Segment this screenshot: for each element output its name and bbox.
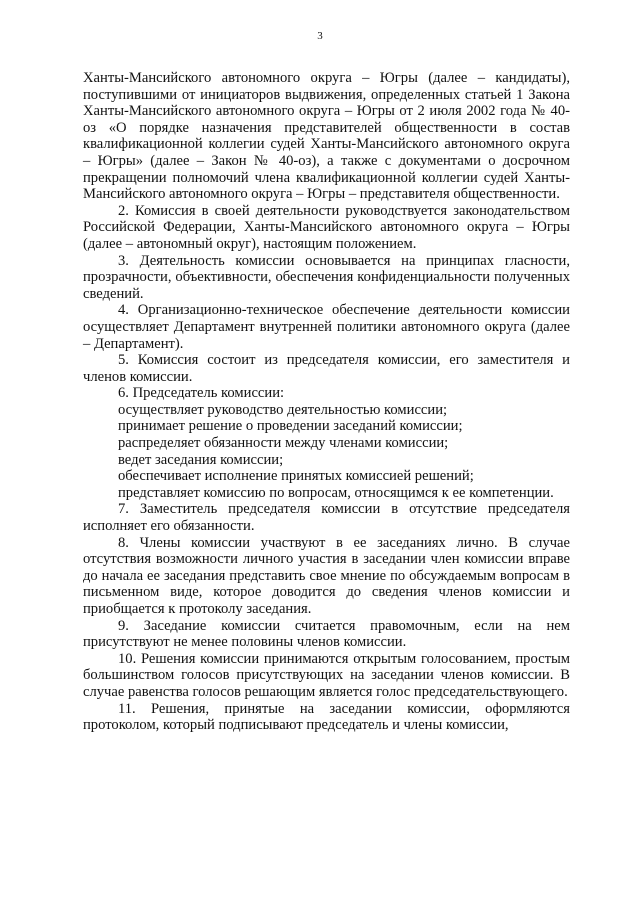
paragraph: 2. Комиссия в своей деятельности руководствуется законодательством Российской Федерации, Ханты-Мансийского автономного округа – Югры (далее – автономный округ), настоящим положением. bbox=[83, 202, 570, 252]
page-number: 3 bbox=[317, 30, 323, 42]
paragraph: 9. Заседание комиссии считается правомочным, если на нем присутствуют не менее половины членов комиссии. bbox=[83, 617, 570, 651]
paragraph: ведет заседания комиссии; bbox=[118, 451, 284, 468]
paragraph: 4. Организационно-техническое обеспечение деятельности комиссии осуществляет Департамент внутренней политики автономного округа (далее – Департамент). bbox=[83, 302, 570, 352]
paragraph: 7. Заместитель председателя комиссии в отсутствие председателя исполняет его обязанности. bbox=[83, 501, 570, 535]
paragraph: принимает решение о проведении заседаний комиссии; bbox=[118, 418, 463, 435]
paragraph: 10. Решения комиссии принимаются открытым голосованием, простым большинством голосов присутствующих на заседании членов комиссии. В случае равенства голосов решающим является голос председательствующего. bbox=[83, 650, 570, 700]
paragraph: обеспечивает исполнение принятых комиссией решений; bbox=[118, 468, 474, 485]
paragraph: 5. Комиссия состоит из председателя комиссии, его заместителя и членов комиссии. bbox=[83, 352, 570, 385]
paragraph: Ханты-Мансийского автономного округа – Югры (далее – кандидаты), поступившими от инициаторов выдвижения, определенных статьей 1 Закона Ханты-Мансийского автономного округа – Югры от 2 июля 2002 года № 40-оз «О порядке назначения представителей общественности в состав квалификационной коллегии судей Ханты-Мансийского автономного округа – Югры» (далее – Закон № 40-оз), а также с документами о досрочном прекращении полномочий члена квалификационной коллегии судей Ханты-Мансийского автономного округа – Югры – представителя общественности. bbox=[83, 70, 570, 203]
paragraph: 8. Члены комиссии участвуют в ее заседаниях лично. В случае отсутствия возможности личного участия в заседании член комиссии вправе до начала ее заседания представить свое мнение по обсуждаемым вопросам в письменном виде, которое доводится до сведения членов комиссии и приобщается к протоколу заседания. bbox=[83, 534, 570, 617]
paragraph: 3. Деятельность комиссии основывается на принципах гласности, прозрачности, объективности, обеспечения конфиденциальности полученных сведений. bbox=[83, 252, 570, 302]
paragraph: представляет комиссию по вопросам, относящимся к ее компетенции. bbox=[118, 484, 554, 501]
paragraph: осуществляет руководство деятельностью комиссии; bbox=[118, 401, 448, 418]
paragraph: 11. Решения, принятые на заседании комиссии, оформляются протоколом, который подписывают председатель и члены комиссии, bbox=[83, 700, 570, 734]
paragraph: 6. Председатель комиссии: bbox=[118, 385, 285, 402]
document-body bbox=[83, 70, 570, 734]
paragraph: распределяет обязанности между членами комиссии; bbox=[118, 435, 449, 452]
